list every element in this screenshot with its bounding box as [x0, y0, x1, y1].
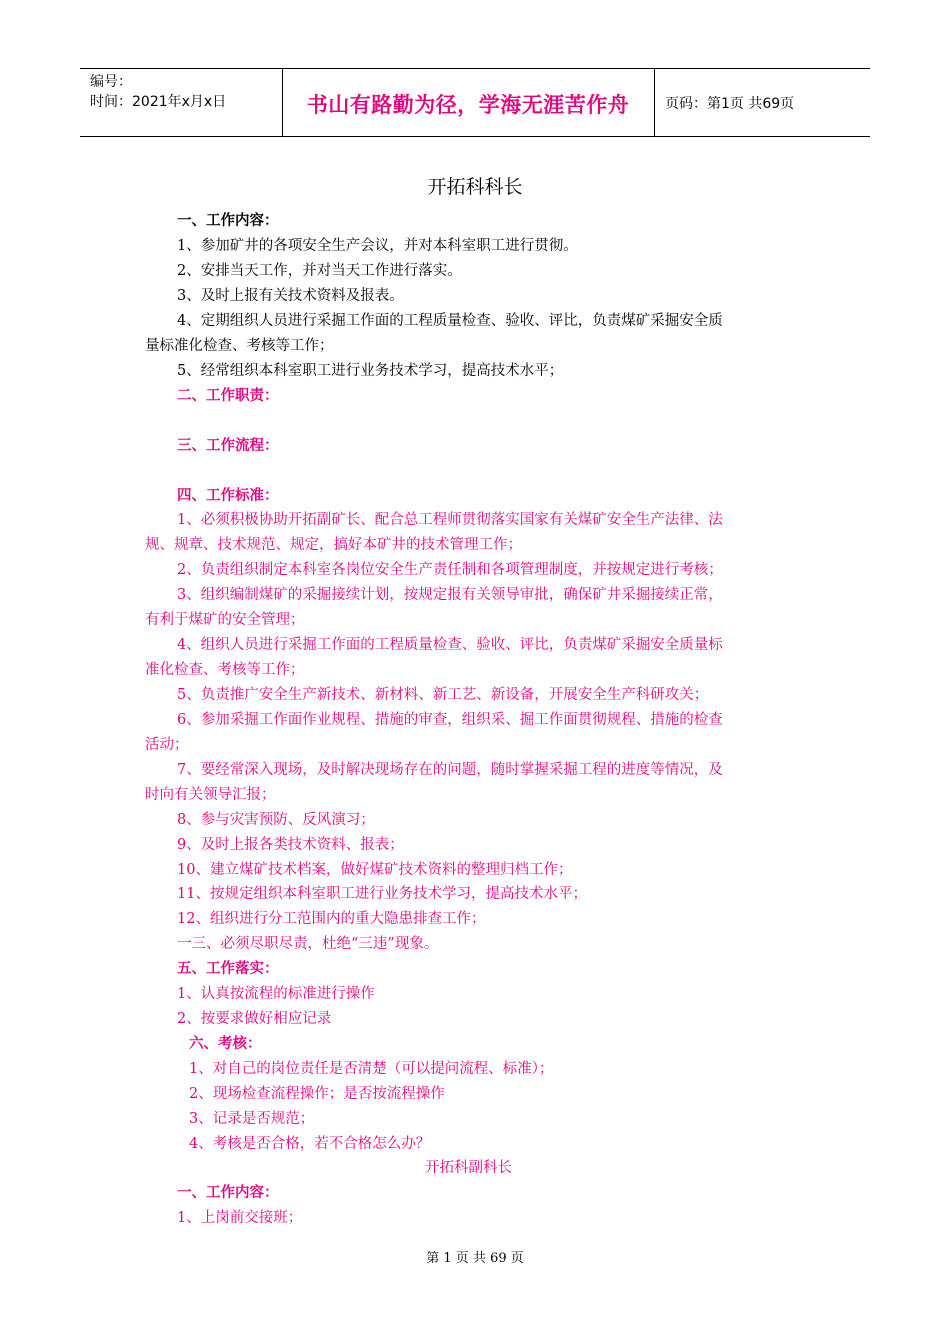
paragraph-line: 活动； [145, 737, 189, 753]
paragraph-line: 6、参加采掘工作面作业规程、措施的审查，组织采、掘工作面贯彻规程、措施的检查 [177, 712, 723, 728]
paragraph-line: 1、认真按流程的标准进行操作 [177, 986, 375, 1002]
paragraph-line: 1、对自己的岗位责任是否清楚（可以提问流程、标准）； [189, 1061, 554, 1077]
paragraph-line: 3、及时上报有关技术资料及报表。 [177, 288, 404, 304]
paragraph-line: 时向有关领导汇报； [145, 787, 276, 803]
page-footer: 第 1 页 共 69 页 [426, 1251, 524, 1266]
paragraph-line: 4、定期组织人员进行采掘工作面的工程质量检查、验收、评比，负责煤矿采掘安全质 [177, 313, 723, 329]
paragraph-line: 8、参与灾害预防、反风演习； [177, 812, 375, 828]
paragraph-line: 1、上岗前交接班； [177, 1210, 303, 1226]
page-title: 开拓科科长 [427, 176, 523, 198]
section-heading: 四、工作标准： [177, 487, 279, 504]
paragraph-line: 2、按要求做好相应记录 [177, 1011, 332, 1027]
section-heading: 三、工作流程： [177, 437, 279, 454]
paragraph-line: 1、参加矿井的各项安全生产会议，并对本科室职工进行贯彻。 [177, 238, 578, 254]
paragraph-line: 4、组织人员进行采掘工作面的工程质量检查、验收、评比，负责煤矿采掘安全质量标 [177, 637, 723, 653]
section-heading: 五、工作落实： [177, 960, 279, 977]
header-page-number: 页码：第1页 共69页 [665, 96, 795, 112]
paragraph-line: 准化检查、考核等工作； [145, 662, 305, 678]
paragraph-line: 12、组织进行分工范围内的重大隐患排查工作； [177, 911, 486, 927]
paragraph-line: 5、负责推广安全生产新技术、新材料、新工艺、新设备，开展安全生产科研攻关； [177, 687, 709, 703]
section-heading: 二、工作职责： [177, 387, 279, 404]
header-page-cell [655, 69, 870, 136]
document-time-label: 时间：2021年x月x日 [90, 94, 227, 110]
paragraph-line: 一三、必须尽职尽责，杜绝“三违”现象。 [177, 936, 439, 952]
header-motto-cell [282, 69, 655, 136]
paragraph-line: 规、规章、技术规范、规定，搞好本矿井的技术管理工作； [145, 537, 522, 553]
paragraph-line: 7、要经常深入现场，及时解决现场存在的问题，随时掌握采掘工程的进度等情况，及 [177, 762, 723, 778]
paragraph-line: 量标准化检查、考核等工作； [145, 338, 334, 354]
page-header [80, 68, 870, 137]
section-heading: 一、工作内容： [177, 1184, 279, 1201]
paragraph-line: 2、现场检查流程操作；是否按流程操作 [189, 1086, 445, 1102]
paragraph-line: 4、考核是否合格，若不合格怎么办？ [189, 1136, 431, 1152]
paragraph-line: 5、经常组织本科室职工进行业务技术学习，提高技术水平； [177, 363, 564, 379]
subsection-title: 开拓科副科长 [425, 1160, 512, 1176]
header-motto: 书山有路勤为径，学海无涯苦作舟 [306, 93, 630, 117]
paragraph-line: 1、必须积极协助开拓副矿长、配合总工程师贯彻落实国家有关煤矿安全生产法律、法 [177, 512, 723, 528]
paragraph-line: 10、建立煤矿技术档案，做好煤矿技术资料的整理归档工作； [177, 862, 573, 878]
paragraph-line: 2、负责组织制定本科室各岗位安全生产责任制和各项管理制度，并按规定进行考核； [177, 562, 723, 578]
paragraph-line: 2、安排当天工作，并对当天工作进行落实。 [177, 263, 462, 279]
document-number-label: 编号： [90, 74, 132, 90]
paragraph-line: 有利于煤矿的安全管理； [145, 612, 305, 628]
section-heading: 六、考核： [189, 1035, 262, 1052]
paragraph-line: 11、按规定组织本科室职工进行业务技术学习，提高技术水平； [177, 886, 587, 902]
section-heading: 一、工作内容： [177, 212, 279, 229]
paragraph-line: 9、及时上报各类技术资料、报表； [177, 837, 404, 853]
paragraph-line: 3、组织编制煤矿的采掘接续计划，按规定报有关领导审批，确保矿井采掘接续正常， [177, 587, 723, 603]
header-info-cell [80, 69, 283, 136]
paragraph-line: 3、记录是否规范； [189, 1111, 315, 1127]
